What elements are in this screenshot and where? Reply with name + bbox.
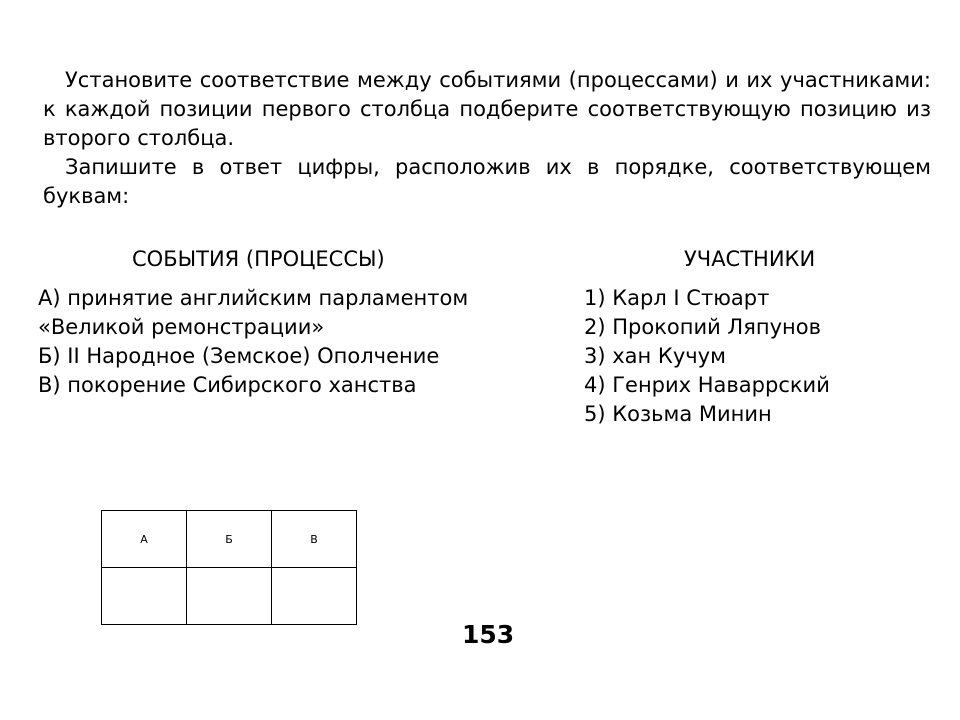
answer-table — [101, 510, 357, 625]
answer-cell-b[interactable] — [187, 568, 272, 625]
participant-item-1: 1) Карл I Стюарт — [584, 286, 770, 310]
participant-item-2: 2) Прокопий Ляпунов — [584, 315, 821, 339]
event-item-b: Б) II Народное (Земское) Ополчение — [38, 344, 440, 368]
answer-cell-v[interactable] — [272, 568, 357, 625]
event-item-v: В) покорение Сибирского ханства — [38, 373, 417, 397]
instruction-paragraph-1: Установите соответствие между событиями (процессами) и их участниками: к каждой позиции первого столбца подберите соответствующую позицию из второго столбца. — [43, 68, 931, 150]
participant-item-4: 4) Генрих Наваррский — [584, 373, 830, 397]
answer-header-b: Б — [187, 511, 272, 568]
events-list — [38, 284, 468, 400]
participant-item-3: 3) хан Кучум — [584, 344, 726, 368]
participants-column-header: УЧАСТНИКИ — [684, 247, 816, 271]
participants-list — [584, 284, 830, 429]
page-number: 153 — [462, 620, 515, 649]
answer-table-value-row — [102, 568, 357, 625]
participant-item-5: 5) Козьма Минин — [584, 402, 772, 426]
answer-header-a: А — [102, 511, 187, 568]
instruction-paragraph-2: Запишите в ответ цифры, расположив их в порядке, соответствующем буквам: — [43, 155, 931, 208]
answer-header-v: В — [272, 511, 357, 568]
events-column-header: СОБЫТИЯ (ПРОЦЕССЫ) — [132, 247, 385, 271]
event-item-a-continuation: «Великой ремонстрации» — [38, 315, 325, 339]
answer-table-header-row — [102, 511, 357, 568]
task-instructions — [43, 66, 931, 211]
answer-cell-a[interactable] — [102, 568, 187, 625]
event-item-a: А) принятие английским парламентом — [38, 286, 469, 310]
